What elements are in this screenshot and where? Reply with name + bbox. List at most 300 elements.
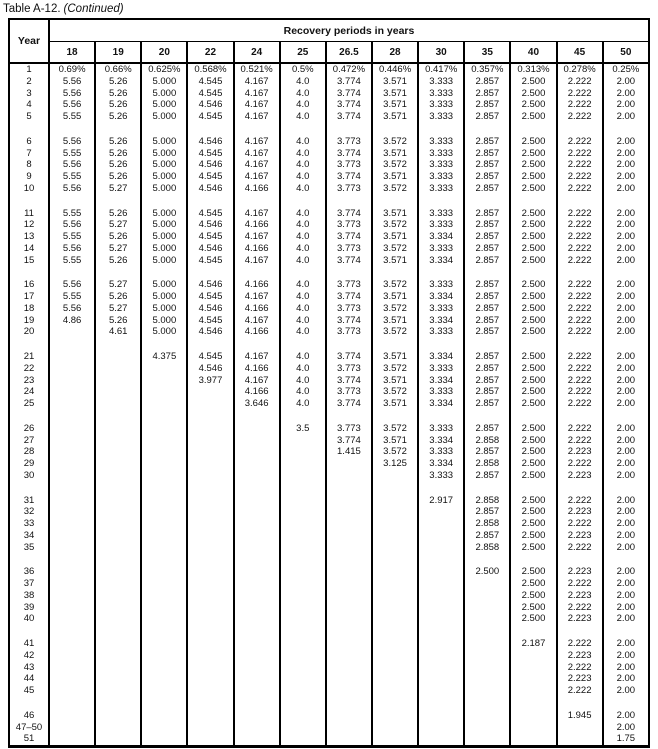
- value-cell: [326, 482, 372, 495]
- value-cell: [603, 266, 649, 279]
- value-cell: 5.55: [49, 291, 95, 303]
- value-cell: [49, 266, 95, 279]
- value-cell: [234, 423, 280, 435]
- period-column-header: 20: [141, 42, 187, 64]
- year-cell: 28: [9, 446, 49, 458]
- value-cell: [49, 542, 95, 554]
- value-cell: 2.223: [557, 566, 603, 578]
- value-cell: [372, 470, 418, 482]
- value-cell: [280, 613, 326, 625]
- value-cell: 2.857: [464, 183, 510, 195]
- value-cell: [49, 351, 95, 363]
- value-cell: [464, 650, 510, 662]
- period-column-header: 28: [372, 42, 418, 64]
- value-cell: [326, 470, 372, 482]
- value-cell: 2.00: [603, 578, 649, 590]
- year-cell: [9, 697, 49, 710]
- value-cell: 2.222: [557, 602, 603, 614]
- table-row: [9, 386, 649, 398]
- value-cell: [464, 553, 510, 566]
- value-cell: [326, 195, 372, 208]
- value-cell: [187, 338, 233, 351]
- value-cell: 2.223: [557, 446, 603, 458]
- value-cell: [49, 578, 95, 590]
- value-cell: [234, 542, 280, 554]
- value-cell: 2.222: [557, 375, 603, 387]
- value-cell: [234, 446, 280, 458]
- table-row: [9, 458, 649, 470]
- value-cell: [280, 410, 326, 423]
- value-cell: 4.167: [234, 148, 280, 160]
- period-column-header: 24: [234, 42, 280, 64]
- depreciation-rate-table: [8, 18, 650, 748]
- value-cell: [510, 685, 556, 697]
- year-cell: 31: [9, 495, 49, 507]
- value-cell: [234, 338, 280, 351]
- value-cell: 3.774: [326, 375, 372, 387]
- value-cell: [141, 375, 187, 387]
- value-cell: [95, 410, 141, 423]
- value-cell: [418, 195, 464, 208]
- value-cell: [280, 722, 326, 734]
- value-cell: 4.546: [187, 159, 233, 171]
- value-cell: [49, 423, 95, 435]
- value-cell: [372, 685, 418, 697]
- value-cell: 2.222: [557, 315, 603, 327]
- value-cell: 5.000: [141, 231, 187, 243]
- value-cell: [95, 495, 141, 507]
- value-cell: 2.917: [418, 495, 464, 507]
- value-cell: [187, 590, 233, 602]
- value-cell: [141, 435, 187, 447]
- value-cell: 2.222: [557, 363, 603, 375]
- value-cell: [141, 123, 187, 136]
- value-cell: 4.167: [234, 375, 280, 387]
- value-cell: [280, 518, 326, 530]
- value-cell: [95, 710, 141, 722]
- value-cell: 1.75: [603, 733, 649, 746]
- value-cell: [372, 338, 418, 351]
- value-cell: 5.000: [141, 315, 187, 327]
- value-cell: 2.500: [510, 506, 556, 518]
- value-cell: [49, 123, 95, 136]
- table-header: [9, 19, 649, 63]
- value-cell: [464, 638, 510, 650]
- value-cell: 5.56: [49, 183, 95, 195]
- value-cell: [418, 123, 464, 136]
- table-row: [9, 303, 649, 315]
- value-cell: [280, 590, 326, 602]
- value-cell: [187, 410, 233, 423]
- period-column-header: 19: [95, 42, 141, 64]
- value-cell: 3.125: [372, 458, 418, 470]
- value-cell: 4.0: [280, 351, 326, 363]
- value-cell: 2.00: [603, 208, 649, 220]
- value-cell: 2.00: [603, 148, 649, 160]
- value-cell: [372, 123, 418, 136]
- value-cell: [187, 602, 233, 614]
- value-cell: 3.572: [372, 326, 418, 338]
- value-cell: 4.546: [187, 279, 233, 291]
- value-cell: [141, 495, 187, 507]
- value-cell: 3.773: [326, 423, 372, 435]
- value-cell: 4.167: [234, 88, 280, 100]
- value-cell: [141, 386, 187, 398]
- value-cell: [280, 530, 326, 542]
- year-cell: [9, 338, 49, 351]
- group-header-row: [9, 19, 649, 42]
- value-cell: [326, 685, 372, 697]
- year-cell: 17: [9, 291, 49, 303]
- value-cell: 2.00: [603, 111, 649, 123]
- value-cell: [187, 398, 233, 410]
- value-cell: 5.000: [141, 243, 187, 255]
- value-cell: 2.857: [464, 219, 510, 231]
- value-cell: 2.500: [510, 398, 556, 410]
- value-cell: [557, 553, 603, 566]
- table-row: [9, 613, 649, 625]
- table-row: [9, 650, 649, 662]
- value-cell: 2.500: [510, 76, 556, 88]
- value-cell: 3.571: [372, 255, 418, 267]
- value-cell: [464, 733, 510, 746]
- value-cell: [141, 338, 187, 351]
- value-cell: 3.646: [234, 398, 280, 410]
- value-cell: [141, 470, 187, 482]
- value-cell: [95, 446, 141, 458]
- value-cell: 3.774: [326, 291, 372, 303]
- value-cell: 5.26: [95, 99, 141, 111]
- year-cell: 30: [9, 470, 49, 482]
- year-cell: 3: [9, 88, 49, 100]
- value-cell: 2.00: [603, 76, 649, 88]
- value-cell: 2.222: [557, 159, 603, 171]
- value-cell: [464, 697, 510, 710]
- table-row: [9, 208, 649, 220]
- value-cell: [95, 553, 141, 566]
- value-cell: 5.26: [95, 255, 141, 267]
- value-cell: 2.500: [510, 566, 556, 578]
- value-cell: [418, 625, 464, 638]
- value-cell: 4.375: [141, 351, 187, 363]
- value-cell: [95, 435, 141, 447]
- value-cell: [49, 553, 95, 566]
- year-cell: 40: [9, 613, 49, 625]
- value-cell: 2.223: [557, 650, 603, 662]
- value-cell: 2.00: [603, 673, 649, 685]
- value-cell: 3.572: [372, 183, 418, 195]
- value-cell: 5.26: [95, 231, 141, 243]
- value-cell: 2.222: [557, 326, 603, 338]
- value-cell: 3.774: [326, 231, 372, 243]
- value-cell: 4.167: [234, 208, 280, 220]
- year-cell: 14: [9, 243, 49, 255]
- value-cell: 3.333: [418, 159, 464, 171]
- value-cell: 2.857: [464, 291, 510, 303]
- value-cell: 2.858: [464, 518, 510, 530]
- value-cell: 4.167: [234, 99, 280, 111]
- value-cell: 2.222: [557, 423, 603, 435]
- value-cell: [372, 638, 418, 650]
- value-cell: 2.857: [464, 88, 510, 100]
- value-cell: [141, 542, 187, 554]
- year-cell: 29: [9, 458, 49, 470]
- value-cell: 2.00: [603, 566, 649, 578]
- value-cell: 2.500: [510, 279, 556, 291]
- value-cell: 4.0: [280, 255, 326, 267]
- value-cell: 4.167: [234, 136, 280, 148]
- period-column-header: 50: [603, 42, 649, 64]
- value-cell: [326, 495, 372, 507]
- value-cell: [49, 602, 95, 614]
- value-cell: 0.25%: [603, 63, 649, 76]
- value-cell: [280, 266, 326, 279]
- value-cell: 2.00: [603, 279, 649, 291]
- value-cell: 2.858: [464, 435, 510, 447]
- value-cell: [326, 530, 372, 542]
- value-cell: [372, 566, 418, 578]
- table-row: [9, 578, 649, 590]
- value-cell: 3.773: [326, 386, 372, 398]
- period-column-header: 40: [510, 42, 556, 64]
- value-cell: [326, 613, 372, 625]
- value-cell: 4.86: [49, 315, 95, 327]
- value-cell: [95, 650, 141, 662]
- value-cell: 3.333: [418, 386, 464, 398]
- value-cell: 3.5: [280, 423, 326, 435]
- value-cell: 4.0: [280, 363, 326, 375]
- value-cell: [418, 733, 464, 746]
- value-cell: [326, 602, 372, 614]
- value-cell: 3.333: [418, 219, 464, 231]
- value-cell: [141, 638, 187, 650]
- value-cell: 2.222: [557, 208, 603, 220]
- value-cell: [234, 470, 280, 482]
- value-cell: [372, 553, 418, 566]
- table-row: [9, 590, 649, 602]
- value-cell: [95, 458, 141, 470]
- value-cell: 2.00: [603, 602, 649, 614]
- value-cell: 3.572: [372, 243, 418, 255]
- value-cell: 3.572: [372, 386, 418, 398]
- value-cell: 2.222: [557, 291, 603, 303]
- value-cell: [187, 470, 233, 482]
- value-cell: 0.417%: [418, 63, 464, 76]
- value-cell: 3.571: [372, 375, 418, 387]
- value-cell: 2.858: [464, 495, 510, 507]
- value-cell: 4.0: [280, 88, 326, 100]
- value-cell: 3.572: [372, 279, 418, 291]
- value-cell: 2.00: [603, 363, 649, 375]
- value-cell: 2.222: [557, 662, 603, 674]
- value-cell: [234, 123, 280, 136]
- value-cell: [95, 423, 141, 435]
- value-cell: 3.572: [372, 423, 418, 435]
- value-cell: 2.00: [603, 662, 649, 674]
- value-cell: 5.000: [141, 219, 187, 231]
- value-cell: 2.500: [510, 518, 556, 530]
- table-row: [9, 722, 649, 734]
- value-cell: [95, 386, 141, 398]
- value-cell: 2.00: [603, 88, 649, 100]
- year-cell: 23: [9, 375, 49, 387]
- value-cell: 4.545: [187, 208, 233, 220]
- value-cell: 2.500: [510, 530, 556, 542]
- value-cell: 5.55: [49, 148, 95, 160]
- value-cell: [234, 722, 280, 734]
- value-cell: 4.167: [234, 111, 280, 123]
- value-cell: [418, 530, 464, 542]
- year-cell: 44: [9, 673, 49, 685]
- value-cell: 2.500: [510, 136, 556, 148]
- value-cell: 4.167: [234, 291, 280, 303]
- value-cell: [280, 578, 326, 590]
- value-cell: [510, 625, 556, 638]
- value-cell: 2.00: [603, 303, 649, 315]
- value-cell: 5.000: [141, 208, 187, 220]
- value-cell: [95, 602, 141, 614]
- value-cell: 3.333: [418, 136, 464, 148]
- value-cell: 4.167: [234, 255, 280, 267]
- value-cell: 2.857: [464, 470, 510, 482]
- value-cell: 3.334: [418, 398, 464, 410]
- value-cell: [234, 662, 280, 674]
- value-cell: [49, 625, 95, 638]
- value-cell: [141, 697, 187, 710]
- year-cell: 27: [9, 435, 49, 447]
- value-cell: [49, 375, 95, 387]
- value-cell: [418, 482, 464, 495]
- value-cell: [95, 482, 141, 495]
- table-row: [9, 243, 649, 255]
- table-row: [9, 530, 649, 542]
- value-cell: [187, 423, 233, 435]
- value-cell: 3.571: [372, 88, 418, 100]
- period-column-header: 22: [187, 42, 233, 64]
- value-cell: [326, 650, 372, 662]
- value-cell: 2.500: [510, 470, 556, 482]
- value-cell: [557, 625, 603, 638]
- value-cell: [326, 566, 372, 578]
- value-cell: 2.500: [510, 458, 556, 470]
- value-cell: 5.56: [49, 136, 95, 148]
- value-cell: 5.000: [141, 326, 187, 338]
- value-cell: 2.857: [464, 76, 510, 88]
- value-cell: [49, 662, 95, 674]
- value-cell: 4.546: [187, 99, 233, 111]
- value-cell: 5.56: [49, 159, 95, 171]
- value-cell: 0.472%: [326, 63, 372, 76]
- value-cell: [187, 722, 233, 734]
- value-cell: 3.571: [372, 231, 418, 243]
- value-cell: [141, 266, 187, 279]
- value-cell: 4.0: [280, 315, 326, 327]
- value-cell: 5.26: [95, 76, 141, 88]
- year-cell: 22: [9, 363, 49, 375]
- value-cell: [326, 625, 372, 638]
- value-cell: [95, 613, 141, 625]
- value-cell: [280, 338, 326, 351]
- value-cell: 0.568%: [187, 63, 233, 76]
- year-cell: 2: [9, 76, 49, 88]
- value-cell: 5.56: [49, 219, 95, 231]
- value-cell: 3.571: [372, 351, 418, 363]
- value-cell: 2.222: [557, 542, 603, 554]
- value-cell: [280, 542, 326, 554]
- year-cell: 33: [9, 518, 49, 530]
- value-cell: 3.774: [326, 111, 372, 123]
- value-cell: 2.500: [510, 291, 556, 303]
- value-cell: 3.334: [418, 231, 464, 243]
- value-cell: [418, 697, 464, 710]
- value-cell: [49, 195, 95, 208]
- table-row: [9, 279, 649, 291]
- value-cell: 2.00: [603, 458, 649, 470]
- value-cell: [464, 590, 510, 602]
- year-cell: 4: [9, 99, 49, 111]
- value-cell: 3.572: [372, 136, 418, 148]
- value-cell: 5.000: [141, 303, 187, 315]
- value-cell: 2.223: [557, 673, 603, 685]
- table-row: [9, 710, 649, 722]
- value-cell: [418, 638, 464, 650]
- value-cell: [418, 662, 464, 674]
- value-cell: [234, 590, 280, 602]
- value-cell: 3.333: [418, 171, 464, 183]
- value-cell: 2.00: [603, 530, 649, 542]
- value-cell: [557, 266, 603, 279]
- value-cell: [418, 685, 464, 697]
- year-cell: [9, 553, 49, 566]
- value-cell: 5.26: [95, 315, 141, 327]
- value-cell: [95, 530, 141, 542]
- value-cell: [141, 590, 187, 602]
- value-cell: 2.500: [510, 219, 556, 231]
- table-row: [9, 351, 649, 363]
- value-cell: [510, 733, 556, 746]
- value-cell: [372, 266, 418, 279]
- value-cell: 4.545: [187, 255, 233, 267]
- year-cell: 21: [9, 351, 49, 363]
- value-cell: [141, 506, 187, 518]
- value-cell: [49, 482, 95, 495]
- value-cell: 3.333: [418, 303, 464, 315]
- value-cell: 4.0: [280, 148, 326, 160]
- value-cell: 4.545: [187, 76, 233, 88]
- value-cell: [418, 506, 464, 518]
- value-cell: 3.334: [418, 435, 464, 447]
- value-cell: 2.857: [464, 255, 510, 267]
- value-cell: 4.545: [187, 315, 233, 327]
- value-cell: 5.000: [141, 279, 187, 291]
- value-cell: [372, 650, 418, 662]
- value-cell: [95, 363, 141, 375]
- value-cell: 2.500: [510, 243, 556, 255]
- value-cell: 2.500: [510, 148, 556, 160]
- year-cell: [9, 123, 49, 136]
- value-cell: [326, 662, 372, 674]
- value-cell: [141, 685, 187, 697]
- value-cell: 2.222: [557, 578, 603, 590]
- value-cell: 2.00: [603, 518, 649, 530]
- value-cell: [372, 542, 418, 554]
- value-cell: 2.857: [464, 159, 510, 171]
- value-cell: [603, 697, 649, 710]
- value-cell: 2.00: [603, 315, 649, 327]
- table-row: [9, 99, 649, 111]
- value-cell: 2.00: [603, 542, 649, 554]
- value-cell: [95, 685, 141, 697]
